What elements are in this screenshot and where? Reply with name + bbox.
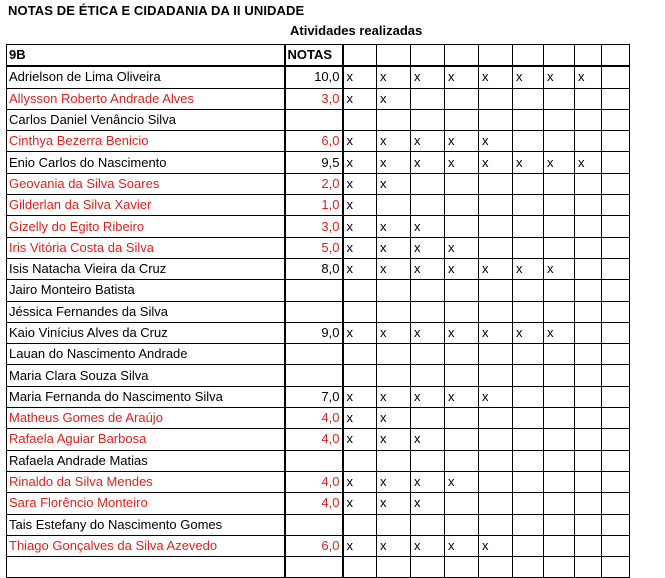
student-grade: 4,0: [285, 408, 343, 429]
activity-mark: [575, 386, 602, 407]
activity-mark: x: [479, 152, 513, 173]
activity-mark: [575, 322, 602, 343]
activity-mark: [513, 386, 544, 407]
student-name: Iris Vitória Costa da Silva: [7, 237, 285, 258]
activity-mark: [544, 535, 575, 556]
activity-mark: [343, 450, 377, 471]
table-header-row: [7, 45, 630, 67]
student-grade: 9,0: [285, 322, 343, 343]
activity-mark: x: [411, 429, 445, 450]
activity-mark: [445, 195, 479, 216]
student-name: Gilderlan da Silva Xavier: [7, 195, 285, 216]
activity-mark: [479, 237, 513, 258]
activity-mark: [479, 471, 513, 492]
activity-mark: [575, 365, 602, 386]
activity-mark: [544, 471, 575, 492]
activity-mark: [575, 408, 602, 429]
table-row: [7, 216, 630, 237]
student-grade: 6,0: [285, 131, 343, 152]
activity-mark: [602, 258, 630, 279]
table-row: [7, 429, 630, 450]
page-title: NOTAS DE ÉTICA E CIDADANIA DA II UNIDADE: [8, 3, 305, 18]
activity-mark: [602, 131, 630, 152]
activity-mark: [544, 301, 575, 322]
activity-mark: x: [479, 258, 513, 279]
activity-mark: [377, 365, 411, 386]
activity-mark: [513, 216, 544, 237]
activity-mark: [445, 450, 479, 471]
activity-mark: x: [343, 429, 377, 450]
activity-mark: [479, 429, 513, 450]
student-name: Enio Carlos do Nascimento: [7, 152, 285, 173]
student-grade: 4,0: [285, 429, 343, 450]
activity-mark: [445, 493, 479, 514]
activity-mark: [575, 471, 602, 492]
activity-mark: [479, 514, 513, 535]
table-row: [7, 450, 630, 471]
activity-mark: x: [445, 535, 479, 556]
student-grade: [285, 365, 343, 386]
table-row: [7, 493, 630, 514]
student-name: Carlos Daniel Venâncio Silva: [7, 109, 285, 130]
activity-mark: [602, 216, 630, 237]
activity-mark: [575, 173, 602, 194]
activity-mark: [602, 429, 630, 450]
student-grade: [285, 280, 343, 301]
activity-mark: x: [377, 66, 411, 88]
table-row: [7, 514, 630, 535]
student-grade: 8,0: [285, 258, 343, 279]
activity-mark: [602, 471, 630, 492]
activity-mark: x: [411, 131, 445, 152]
student-name: Rafaela Aguiar Barbosa: [7, 429, 285, 450]
activity-mark: [544, 514, 575, 535]
activity-mark: [575, 216, 602, 237]
activity-mark: [575, 514, 602, 535]
activity-mark: [513, 109, 544, 130]
activity-mark: x: [479, 386, 513, 407]
activity-mark: [513, 88, 544, 109]
activity-mark: x: [445, 322, 479, 343]
activity-mark: x: [479, 322, 513, 343]
activity-mark: [377, 280, 411, 301]
activity-mark: x: [343, 493, 377, 514]
activity-mark: x: [479, 131, 513, 152]
activity-mark: [602, 386, 630, 407]
student-name: Adrielson de Lima Oliveira: [7, 66, 285, 88]
activity-mark: [575, 131, 602, 152]
activity-mark: x: [544, 258, 575, 279]
table-row: [7, 365, 630, 386]
activity-mark: [479, 344, 513, 365]
activity-mark: x: [411, 322, 445, 343]
activity-mark: x: [343, 173, 377, 194]
activity-mark: [411, 365, 445, 386]
activity-mark: x: [445, 237, 479, 258]
activity-mark: [411, 450, 445, 471]
table-row: [7, 301, 630, 322]
grade-column-header: NOTAS: [285, 45, 343, 67]
activity-mark: x: [377, 386, 411, 407]
activity-mark: x: [343, 408, 377, 429]
activity-mark: [445, 280, 479, 301]
student-name: Rinaldo da Silva Mendes: [7, 471, 285, 492]
activity-mark: x: [411, 152, 445, 173]
activity-mark: [513, 344, 544, 365]
activity-mark: x: [445, 258, 479, 279]
student-grade: [285, 301, 343, 322]
student-name: Kaio Vinícius Alves da Cruz: [7, 322, 285, 343]
activity-mark: x: [377, 88, 411, 109]
activity-mark: x: [445, 66, 479, 88]
activity-mark: x: [544, 66, 575, 88]
student-grade: [285, 344, 343, 365]
activity-mark: [513, 493, 544, 514]
activity-mark: x: [479, 66, 513, 88]
activity-mark: x: [343, 386, 377, 407]
table-row: [7, 152, 630, 173]
activity-mark: [602, 514, 630, 535]
activity-mark: [513, 514, 544, 535]
activity-mark: [411, 109, 445, 130]
activity-mark: [544, 450, 575, 471]
activity-mark: x: [513, 258, 544, 279]
activity-mark: [544, 109, 575, 130]
student-name: Rafaela Andrade Matias: [7, 450, 285, 471]
table-row: [7, 386, 630, 407]
activity-mark: [411, 408, 445, 429]
activity-mark: [602, 280, 630, 301]
activity-mark: [479, 109, 513, 130]
activity-mark: [544, 88, 575, 109]
activity-mark: x: [445, 471, 479, 492]
activity-mark: [411, 195, 445, 216]
table-row: [7, 535, 630, 556]
table-row: [7, 195, 630, 216]
activity-mark: [575, 301, 602, 322]
student-name: Isis Natacha Vieira da Cruz: [7, 258, 285, 279]
activity-mark: [575, 88, 602, 109]
activity-mark: x: [343, 88, 377, 109]
activity-mark: [445, 173, 479, 194]
activity-mark: [602, 493, 630, 514]
activity-mark: [575, 429, 602, 450]
activity-mark: [377, 195, 411, 216]
activity-mark: x: [411, 386, 445, 407]
activity-mark: [445, 344, 479, 365]
activity-mark: [602, 152, 630, 173]
activity-mark: [479, 301, 513, 322]
activity-mark: [513, 408, 544, 429]
student-name: Maria Clara Souza Silva: [7, 365, 285, 386]
activity-mark: [479, 88, 513, 109]
activity-mark: [602, 535, 630, 556]
student-name: Jéssica Fernandes da Silva: [7, 301, 285, 322]
activity-mark: x: [411, 258, 445, 279]
activity-mark: [544, 216, 575, 237]
activity-mark: x: [343, 237, 377, 258]
activity-mark: x: [445, 386, 479, 407]
activity-mark: [575, 450, 602, 471]
table-row: [7, 66, 630, 88]
activity-mark: [602, 322, 630, 343]
activity-mark: [575, 195, 602, 216]
activity-mark: [544, 195, 575, 216]
activity-mark: x: [377, 152, 411, 173]
student-grade: 4,0: [285, 493, 343, 514]
activity-mark: [513, 365, 544, 386]
activity-mark: [377, 450, 411, 471]
activity-mark: [411, 280, 445, 301]
activity-header-cell: [602, 45, 630, 67]
activity-mark: x: [377, 322, 411, 343]
activity-mark: [479, 216, 513, 237]
activity-mark: [575, 344, 602, 365]
activity-mark: [445, 216, 479, 237]
activity-mark: [544, 493, 575, 514]
activity-mark: [544, 344, 575, 365]
activity-mark: [513, 195, 544, 216]
student-name: Sara Florêncio Monteiro: [7, 493, 285, 514]
activity-mark: x: [513, 152, 544, 173]
activity-mark: [445, 365, 479, 386]
activity-mark: [479, 365, 513, 386]
activity-mark: [575, 280, 602, 301]
table-row: [7, 173, 630, 194]
table-row: [7, 280, 630, 301]
activity-mark: [602, 301, 630, 322]
activity-mark: [343, 280, 377, 301]
activity-mark: [602, 66, 630, 88]
student-name: Gizelly do Egito Ribeiro: [7, 216, 285, 237]
activity-mark: [513, 429, 544, 450]
activity-mark: x: [377, 216, 411, 237]
activity-mark: [445, 408, 479, 429]
activity-mark: [377, 109, 411, 130]
student-grade: 4,0: [285, 471, 343, 492]
activity-mark: x: [411, 493, 445, 514]
table-row: [7, 408, 630, 429]
activity-mark: x: [411, 66, 445, 88]
activity-mark: x: [575, 152, 602, 173]
activity-mark: x: [377, 493, 411, 514]
activity-mark: [411, 514, 445, 535]
activity-mark: x: [377, 131, 411, 152]
student-grade: 6,0: [285, 535, 343, 556]
activity-mark: [445, 301, 479, 322]
student-name: Allysson Roberto Andrade Alves: [7, 88, 285, 109]
activity-mark: [513, 237, 544, 258]
activity-mark: x: [343, 535, 377, 556]
table-row: [7, 131, 630, 152]
activity-mark: [602, 88, 630, 109]
activity-mark: x: [479, 535, 513, 556]
activity-mark: x: [343, 66, 377, 88]
activity-mark: [479, 450, 513, 471]
activity-mark: x: [411, 535, 445, 556]
activity-mark: [411, 344, 445, 365]
activity-header-cell: [411, 45, 445, 67]
activity-mark: [343, 301, 377, 322]
activity-mark: [513, 280, 544, 301]
student-grade: 10,0: [285, 66, 343, 88]
student-name: Maria Fernanda do Nascimento Silva: [7, 386, 285, 407]
student-grade: [285, 109, 343, 130]
activities-header: Atividades realizadas: [290, 23, 423, 38]
activity-mark: x: [513, 322, 544, 343]
activity-mark: [445, 109, 479, 130]
student-name: Tais Estefany do Nascimento Gomes: [7, 514, 285, 535]
activity-mark: [602, 365, 630, 386]
activity-mark: [602, 237, 630, 258]
activity-mark: [445, 88, 479, 109]
student-grade: 7,0: [285, 386, 343, 407]
activity-mark: [479, 173, 513, 194]
activity-mark: [513, 471, 544, 492]
activity-mark: x: [343, 152, 377, 173]
activity-mark: [544, 365, 575, 386]
activity-mark: [479, 408, 513, 429]
activity-mark: [602, 450, 630, 471]
activity-mark: [377, 344, 411, 365]
activity-mark: [445, 514, 479, 535]
activity-mark: [343, 344, 377, 365]
activity-mark: [544, 131, 575, 152]
activity-mark: [602, 195, 630, 216]
activity-header-cell: [513, 45, 544, 67]
activity-mark: x: [343, 216, 377, 237]
activity-mark: [575, 258, 602, 279]
activity-mark: [544, 429, 575, 450]
activity-mark: [513, 173, 544, 194]
activity-mark: x: [575, 66, 602, 88]
student-grade: 1,0: [285, 195, 343, 216]
activity-mark: [544, 408, 575, 429]
student-name: Cinthya Bezerra Benicio: [7, 131, 285, 152]
activity-mark: [479, 493, 513, 514]
activity-mark: x: [377, 535, 411, 556]
table-row: [7, 344, 630, 365]
activity-mark: x: [343, 258, 377, 279]
table-row: [7, 471, 630, 492]
activity-header-cell: [575, 45, 602, 67]
activity-mark: [575, 535, 602, 556]
activity-mark: x: [445, 152, 479, 173]
activity-header-cell: [479, 45, 513, 67]
activity-mark: x: [377, 471, 411, 492]
student-grade: [285, 514, 343, 535]
activity-mark: x: [544, 322, 575, 343]
student-name: Lauan do Nascimento Andrade: [7, 344, 285, 365]
activity-header-cell: [445, 45, 479, 67]
activity-mark: [343, 514, 377, 535]
table-row: [7, 322, 630, 343]
activity-mark: x: [343, 322, 377, 343]
student-grade: [285, 450, 343, 471]
activity-mark: x: [411, 216, 445, 237]
table-row: [7, 109, 630, 130]
activity-mark: [544, 280, 575, 301]
activity-mark: [602, 344, 630, 365]
activity-mark: x: [513, 66, 544, 88]
activity-mark: x: [411, 471, 445, 492]
activity-mark: x: [377, 429, 411, 450]
table-row: [7, 88, 630, 109]
activity-mark: [544, 237, 575, 258]
student-name: Geovania da Silva Soares: [7, 173, 285, 194]
activity-mark: [513, 450, 544, 471]
activity-mark: [479, 280, 513, 301]
activity-mark: x: [343, 471, 377, 492]
activity-mark: [343, 109, 377, 130]
student-name: Jairo Monteiro Batista: [7, 280, 285, 301]
activity-mark: x: [377, 258, 411, 279]
class-label: 9B: [7, 45, 285, 67]
activity-mark: x: [343, 131, 377, 152]
activity-mark: [377, 514, 411, 535]
student-name: Thiago Gonçalves da Silva Azevedo: [7, 535, 285, 556]
student-grade: 2,0: [285, 173, 343, 194]
activity-mark: [544, 386, 575, 407]
activity-mark: x: [377, 173, 411, 194]
activity-mark: [513, 535, 544, 556]
activity-mark: x: [343, 195, 377, 216]
table-row: [7, 237, 630, 258]
activity-mark: [544, 173, 575, 194]
student-grade: 9,5: [285, 152, 343, 173]
activity-mark: [445, 429, 479, 450]
activity-mark: [411, 173, 445, 194]
activity-mark: [411, 88, 445, 109]
activity-header-cell: [377, 45, 411, 67]
activity-mark: [602, 109, 630, 130]
grades-table: [6, 44, 630, 578]
activity-mark: [411, 301, 445, 322]
table-row: [7, 258, 630, 279]
activity-mark: [513, 301, 544, 322]
activity-mark: x: [411, 237, 445, 258]
activity-mark: [377, 301, 411, 322]
activity-mark: [575, 109, 602, 130]
activity-mark: x: [377, 237, 411, 258]
activity-mark: [575, 237, 602, 258]
student-grade: 3,0: [285, 216, 343, 237]
activity-mark: [602, 173, 630, 194]
activity-mark: [602, 408, 630, 429]
activity-mark: x: [377, 408, 411, 429]
student-grade: 5,0: [285, 237, 343, 258]
activity-mark: [513, 131, 544, 152]
activity-header-cell: [544, 45, 575, 67]
activity-mark: x: [544, 152, 575, 173]
activity-mark: [575, 493, 602, 514]
student-name: Matheus Gomes de Araújo: [7, 408, 285, 429]
activity-mark: x: [445, 131, 479, 152]
activity-mark: [479, 195, 513, 216]
student-grade: 3,0: [285, 88, 343, 109]
activity-mark: [343, 365, 377, 386]
activity-header-cell: [343, 45, 377, 67]
